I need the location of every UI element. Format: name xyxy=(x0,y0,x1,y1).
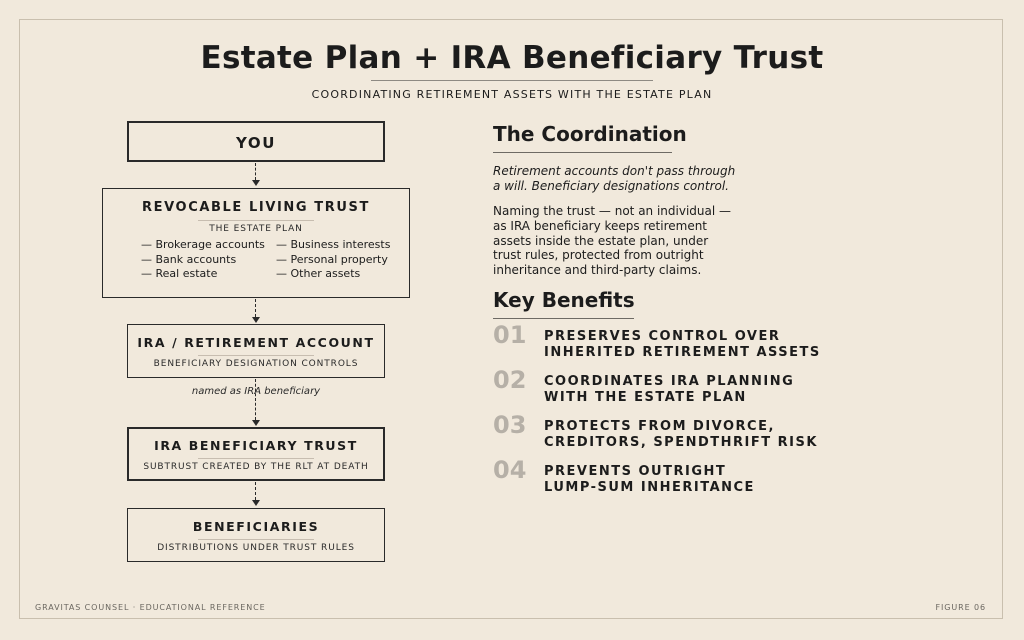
footer-figure-number: FIGURE 06 xyxy=(935,603,986,612)
named-as-beneficiary-label: named as IRA beneficiary xyxy=(191,386,321,397)
ira-title: IRA / RETIREMENT ACCOUNT xyxy=(137,335,375,350)
benefit-line: COORDINATES IRA PLANNING xyxy=(544,374,795,389)
ira-beneficiary-trust-box xyxy=(127,427,385,481)
benefit-line: WITH THE ESTATE PLAN xyxy=(544,389,747,405)
benefit-line: PROTECTS FROM DIVORCE, xyxy=(544,419,775,434)
body-line: as IRA beneficiary keeps retirement xyxy=(493,218,708,233)
ira-subtitle: BENEFICIARY DESIGNATION CONTROLS xyxy=(153,359,359,369)
benefit-number: 03 xyxy=(493,411,527,439)
beneficiaries-box xyxy=(127,508,385,562)
body-line: inheritance and third-party claims. xyxy=(493,263,702,278)
beneficiaries-divider xyxy=(198,539,314,540)
key-benefits-heading-rule xyxy=(493,318,634,319)
benefit-line: LUMP-SUM INHERITANCE xyxy=(544,479,755,495)
benefit-line: PREVENTS OUTRIGHT xyxy=(544,464,727,479)
ira-trust-divider xyxy=(198,458,314,459)
asset-item: — Bank accounts xyxy=(141,252,237,266)
benefit-text xyxy=(544,329,821,360)
arrowhead-rlt-to-ira xyxy=(252,317,260,323)
ira-trust-title: IRA BENEFICIARY TRUST xyxy=(154,438,358,453)
ira-divider xyxy=(198,355,314,356)
asset-item: — Business interests xyxy=(276,238,391,251)
ira-retirement-account-box xyxy=(127,324,385,378)
arrow-rlt-to-ira xyxy=(255,299,256,317)
benefit-line: PRESERVES CONTROL OVER xyxy=(544,329,781,344)
asset-item: — Real estate xyxy=(141,267,218,280)
benefit-text xyxy=(544,374,794,405)
asset-item: — Personal property xyxy=(276,252,388,266)
coordination-heading: The Coordination xyxy=(493,122,687,146)
arrow-trust-to-beneficiaries xyxy=(255,482,256,500)
asset-item: — Other assets xyxy=(276,267,361,280)
lead-line: Retirement accounts don't pass through xyxy=(493,164,736,178)
title-divider xyxy=(371,80,653,81)
benefit-text xyxy=(544,464,755,495)
benefit-line: INHERITED RETIREMENT ASSETS xyxy=(544,344,821,360)
page-subtitle: COORDINATING RETIREMENT ASSETS WITH THE ESTATE PLAN xyxy=(311,88,713,101)
benefit-number: 04 xyxy=(493,456,527,484)
arrowhead-trust-to-beneficiaries xyxy=(252,500,260,506)
coordination-lead xyxy=(493,164,763,194)
page-title: Estate Plan + IRA Beneficiary Trust xyxy=(200,40,824,76)
benefit-line: CREDITORS, SPENDTHRIFT RISK xyxy=(544,434,818,450)
rlt-assets-right xyxy=(276,238,390,282)
arrowhead-you-to-rlt xyxy=(252,180,260,186)
you-box xyxy=(127,121,385,162)
rlt-assets-left xyxy=(141,238,265,282)
benefit-number: 02 xyxy=(493,366,527,394)
rlt-subtitle: THE ESTATE PLAN xyxy=(209,224,303,234)
body-line: Naming the trust — not an individual — xyxy=(493,204,732,218)
arrow-you-to-rlt xyxy=(255,163,256,180)
body-line: trust rules, protected from outright xyxy=(493,248,704,263)
coordination-heading-rule xyxy=(493,152,672,153)
ira-trust-subtitle: SUBTRUST CREATED BY THE RLT AT DEATH xyxy=(143,462,369,472)
benefit-text xyxy=(544,419,818,450)
key-benefits-heading: Key Benefits xyxy=(493,288,635,312)
lead-line: a will. Beneficiary designations control. xyxy=(493,179,729,193)
beneficiaries-title: BENEFICIARIES xyxy=(192,519,320,534)
beneficiaries-subtitle: DISTRIBUTIONS UNDER TRUST RULES xyxy=(157,543,355,553)
you-label: YOU xyxy=(235,134,277,152)
coordination-body xyxy=(493,204,753,278)
arrowhead-ira-to-trust xyxy=(252,420,260,426)
rlt-title: REVOCABLE LIVING TRUST xyxy=(142,200,370,215)
asset-item: — Brokerage accounts xyxy=(141,238,265,251)
benefit-number: 01 xyxy=(493,321,527,349)
rlt-divider xyxy=(198,220,314,221)
footer-source: GRAVITAS COUNSEL · EDUCATIONAL REFERENCE xyxy=(35,603,266,612)
body-line: assets inside the estate plan, under xyxy=(493,233,709,248)
